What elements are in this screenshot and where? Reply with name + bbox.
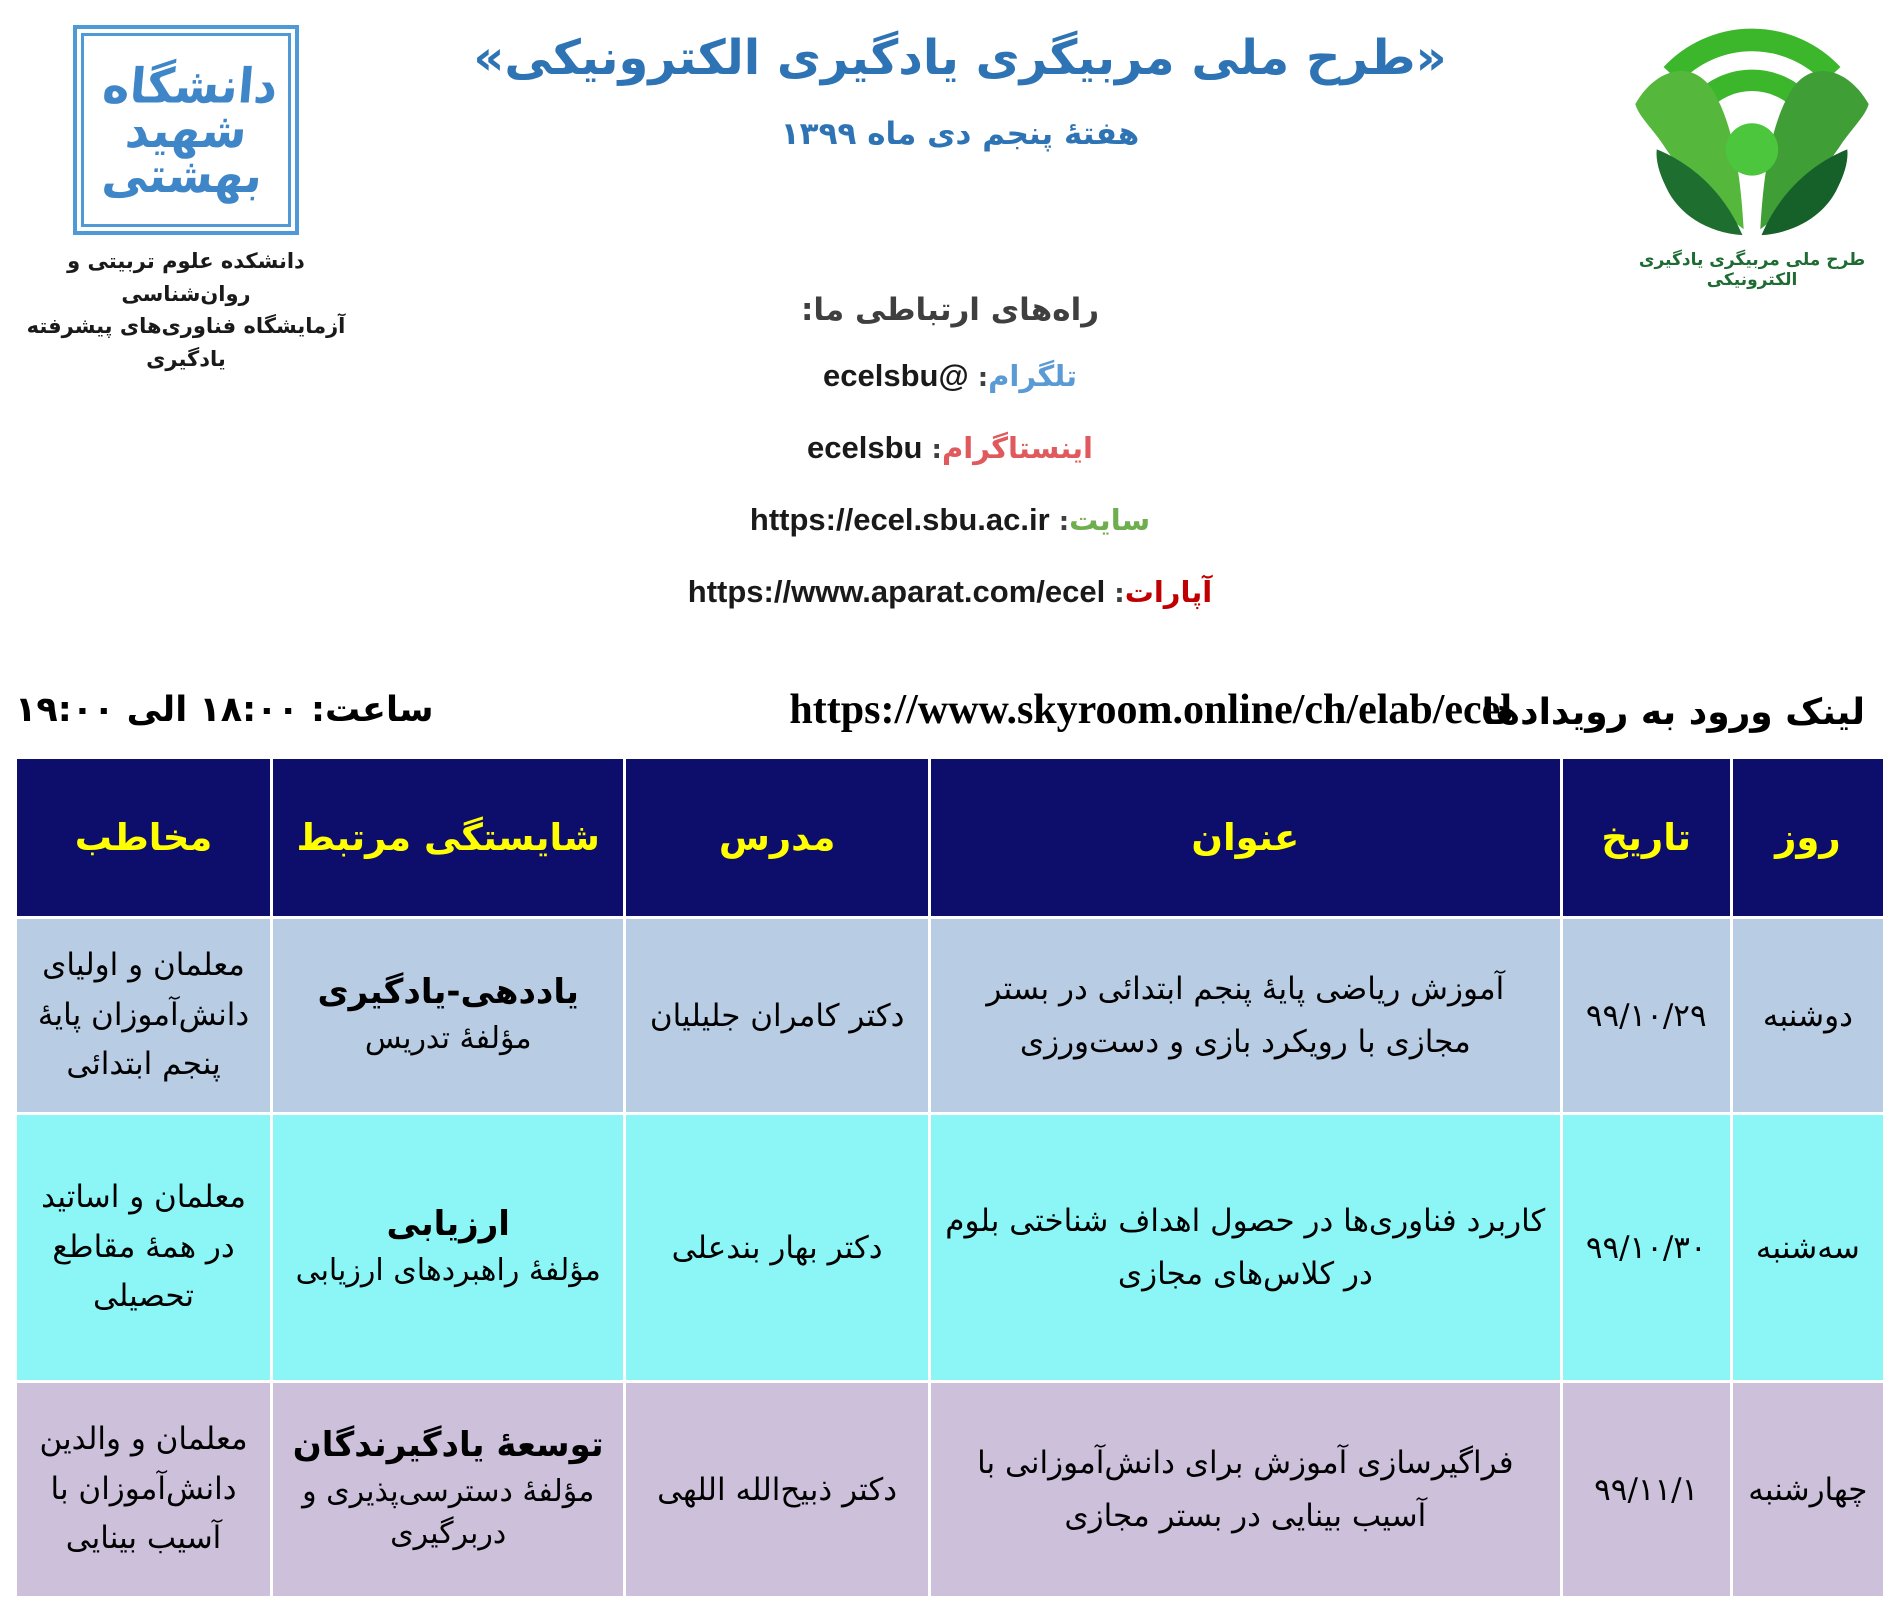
row3-instructor: دکتر ذبیح‌الله اللهی (625, 1382, 930, 1598)
aparat-url[interactable]: https://www.aparat.com/ecel (687, 574, 1106, 609)
university-logo-calligraphy: دانشگاه شهید بهشتی (99, 57, 280, 203)
row3-title: فراگیرسازی آموزش برای دانش‌آموزانی با آسیب بینایی در بستر مجازی (929, 1382, 1561, 1598)
contact-instagram: اینستاگرام: ecelsbu (807, 430, 1093, 465)
row1-day: دوشنبه (1731, 918, 1884, 1114)
program-logo-icon (1621, 8, 1883, 248)
row1-audience: معلمان و اولیای دانش‌آموزان پایهٔ پنجم ابتدائی (16, 918, 272, 1114)
contact-website: سایت: https://ecel.sbu.ac.ir (749, 502, 1151, 537)
contact-section (0, 292, 1900, 646)
website-label: سایت (1069, 503, 1151, 537)
row2-day: سه‌شنبه (1731, 1114, 1884, 1382)
instagram-label: اینستاگرام (941, 431, 1093, 465)
page-subtitle: هفتهٔ پنجم دی ماه ۱۳۹۹ (780, 116, 1140, 152)
table-row (16, 918, 1885, 1114)
program-logo-caption: طرح ملی مربیگری یادگیری الکترونیکی (1638, 250, 1866, 290)
row3-day: چهارشنبه (1731, 1382, 1884, 1598)
events-time: ساعت: ۱۸:۰۰ الی ۱۹:۰۰ (15, 690, 434, 730)
page-title: «طرح ملی مربیگری یادگیری الکترونیکی» (473, 30, 1447, 86)
row1-title: آموزش ریاضی پایهٔ پنجم ابتدائی در بستر مجازی با رویکرد بازی و دست‌ورزی (929, 918, 1561, 1114)
events-link-url[interactable]: https://www.skyroom.online/ch/elab/ecel (789, 687, 1512, 733)
row2-date: ۹۹/۱۰/۳۰ (1561, 1114, 1731, 1382)
faculty-caption-line1: دانشکده علوم تربیتی و روان‌شناسی (67, 249, 305, 306)
row3-competency: توسعهٔ یادگیرندگان مؤلفهٔ دسترسی‌پذیری و دربرگیری (272, 1382, 625, 1598)
table-row (16, 1114, 1885, 1382)
header-day: روز (1731, 758, 1884, 918)
contact-heading: راه‌های ارتباطی ما: (800, 292, 1100, 328)
telegram-label: تلگرام (988, 359, 1077, 393)
events-link-row (0, 686, 1900, 750)
row1-date: ۹۹/۱۰/۲۹ (1561, 918, 1731, 1114)
row2-competency: ارزیابی مؤلفهٔ راهبردهای ارزیابی (272, 1114, 625, 1382)
table-header-row (16, 758, 1885, 918)
program-logo-block (1612, 8, 1892, 290)
events-link-label: لینک ورود به رویدادها (1481, 692, 1865, 733)
telegram-handle[interactable]: @ecelsbu (823, 358, 969, 393)
university-logo (73, 25, 299, 235)
header-audience: مخاطب (16, 758, 272, 918)
header-date: تاریخ (1561, 758, 1731, 918)
row2-audience: معلمان و اساتید در همهٔ مقاطع تحصیلی (16, 1114, 272, 1382)
contact-aparat: آپارات: https://www.aparat.com/ecel (687, 574, 1213, 609)
contact-telegram: تلگرام: @ecelsbu (823, 358, 1077, 393)
instagram-handle[interactable]: ecelsbu (807, 430, 923, 465)
header-title: عنوان (929, 758, 1561, 918)
title-block (380, 30, 1540, 152)
schedule-table (14, 756, 1886, 1599)
header-competency: شایستگی مرتبط (272, 758, 625, 918)
row3-date: ۹۹/۱۱/۱ (1561, 1382, 1731, 1598)
row1-instructor: دکتر کامران جلیلیان (625, 918, 930, 1114)
row2-instructor: دکتر بهار بندعلی (625, 1114, 930, 1382)
schedule-table-wrap (14, 756, 1886, 1599)
row1-competency: یاددهی-یادگیری مؤلفهٔ تدریس (272, 918, 625, 1114)
header-instructor: مدرس (625, 758, 930, 918)
faculty-caption-line2: آزمایشگاه فناوری‌های پیشرفته یادگیری (26, 314, 346, 371)
row2-title: کاربرد فناوری‌ها در حصول اهداف شناختی بلوم در کلاس‌های مجازی (929, 1114, 1561, 1382)
table-row (16, 1382, 1885, 1598)
aparat-label: آپارات (1124, 575, 1213, 609)
row3-audience: معلمان و والدین دانش‌آموزان با آسیب بینایی (16, 1382, 272, 1598)
website-url[interactable]: https://ecel.sbu.ac.ir (749, 502, 1050, 537)
